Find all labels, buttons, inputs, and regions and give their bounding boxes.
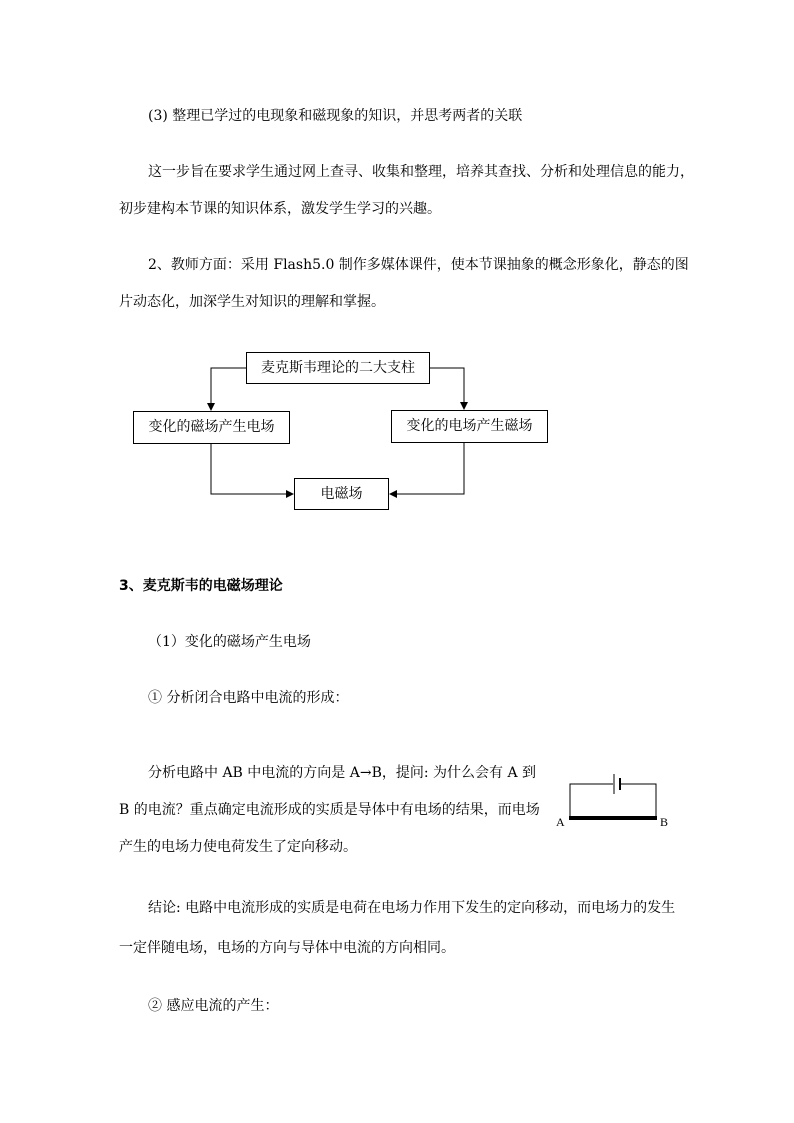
- diagram-box-top: 麦克斯韦理论的二大支柱: [246, 352, 430, 384]
- circuit-wire-right: [621, 784, 656, 818]
- paragraph-3-organize: (3) 整理已学过的电现象和磁现象的知识，并思考两者的关联: [148, 108, 523, 124]
- circuit-label-b: B: [660, 815, 669, 829]
- section-3-heading: 3、麦克斯韦的电磁场理论: [119, 578, 283, 594]
- paragraph-teacher-line1: 2、教师方面：采用 Flash5.0 制作多媒体课件，使本节课抽象的概念形象化，静态的图: [148, 257, 689, 273]
- arrow-top-to-right: [430, 368, 464, 409]
- analysis-line2: B 的电流？重点确定电流形成的实质是导体中有电场的结果，而电场: [119, 802, 540, 818]
- conclusion-line1: 结论: 电路中电流形成的实质是电荷在电场力作用下发生的定向移动，而电场力的发生: [148, 900, 676, 916]
- circuit-label-a: A: [556, 815, 565, 829]
- arrow-top-to-left: [211, 368, 246, 410]
- arrow-right-to-bottom: [390, 443, 464, 494]
- conclusion-line2: 一定伴随电场，电场的方向与导体中电流的方向相同。: [119, 940, 455, 956]
- arrow-left-to-bottom: [211, 444, 293, 494]
- item-2-heading: ② 感应电流的产生：: [148, 998, 279, 1014]
- diagram-box-right: 变化的电场产生磁场: [391, 410, 548, 443]
- diagram-box-left: 变化的磁场产生电场: [133, 411, 290, 444]
- subsection-1-heading: （1）变化的磁场产生电场: [148, 634, 311, 650]
- circuit-wire-left: [570, 784, 613, 818]
- paragraph-purpose-line2: 初步建构本节课的知识体系，激发学生学习的兴趣。: [119, 201, 441, 217]
- paragraph-teacher-line2: 片动态化，加深学生对知识的理解和掌握。: [119, 294, 385, 310]
- circuit-diagram: [569, 774, 657, 818]
- diagram-box-bottom: 电磁场: [294, 478, 389, 510]
- analysis-line1: 分析电路中 AB 中电流的方向是 A→B，提问: 为什么会有 A 到: [148, 765, 537, 781]
- analysis-line3: 产生的电场力使电荷发生了定向移动。: [119, 839, 357, 855]
- item-1-heading: ① 分析闭合电路中电流的形成：: [148, 690, 349, 706]
- paragraph-purpose-line1: 这一步旨在要求学生通过网上查寻、收集和整理，培养其查找、分析和处理信息的能力，: [148, 164, 694, 180]
